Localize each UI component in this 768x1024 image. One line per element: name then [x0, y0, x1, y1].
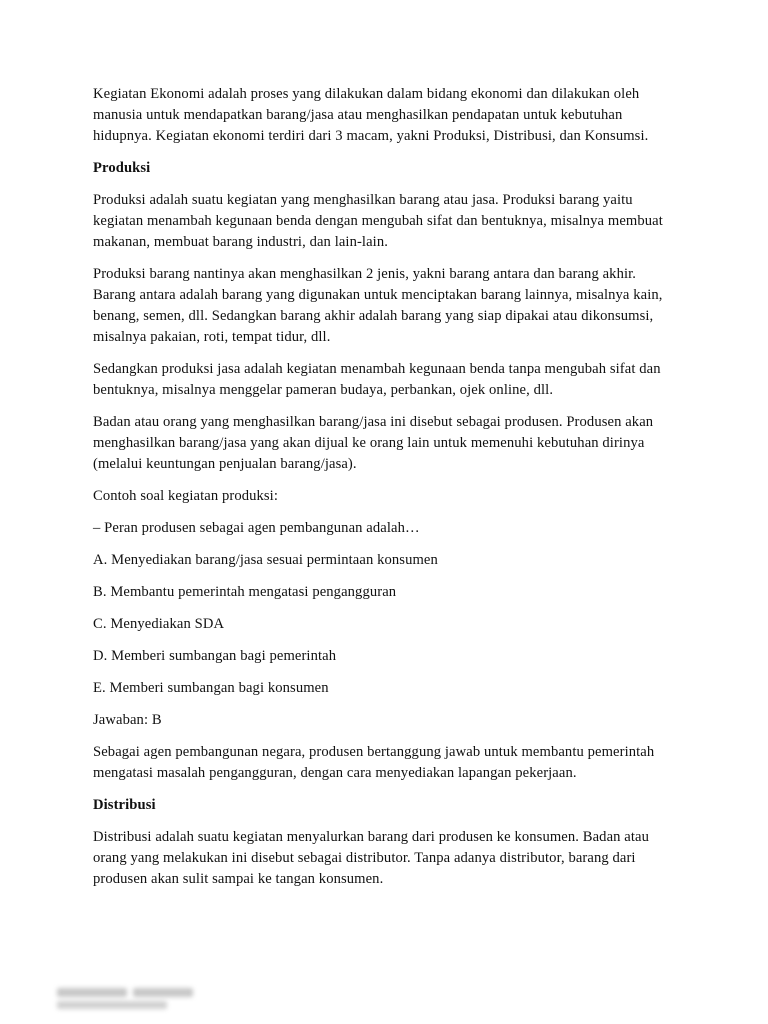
blurred-watermark	[57, 986, 212, 1012]
answer-option-e: E. Memberi sumbangan bagi konsumen	[93, 680, 329, 696]
section-heading-distribusi: Distribusi	[93, 797, 156, 813]
answer-option-d: D. Memberi sumbangan bagi pemerintah	[93, 648, 337, 664]
watermark-smudge	[133, 988, 193, 997]
answer-option-b: B. Membantu pemerintah mengatasi pengangguran	[93, 584, 397, 600]
watermark-smudge	[57, 988, 127, 997]
paragraph: Sedangkan produksi jasa adalah kegiatan menambah kegunaan benda tanpa mengubah sifat dan bentuknya, misalnya menggelar pameran budaya, perbankan, ojek online, dll.	[93, 361, 661, 398]
paragraph: Badan atau orang yang menghasilkan barang/jasa ini disebut sebagai produsen. Produsen akan menghasilkan barang/jasa yang akan dijual ke orang lain untuk memenuhi kebutuhan dirinya (melalui keuntungan penjualan barang/jasa).	[93, 414, 654, 472]
paragraph-question: – Peran produsen sebagai agen pembangunan adalah…	[93, 520, 420, 536]
answer-option-a: A. Menyediakan barang/jasa sesuai permintaan konsumen	[93, 552, 438, 568]
answer-key: Jawaban: B	[93, 712, 162, 728]
paragraph-intro: Kegiatan Ekonomi adalah proses yang dilakukan dalam bidang ekonomi dan dilakukan oleh manusia untuk mendapatkan barang/jasa atau menghasilkan pendapatan untuk kebutuhan hidupnya. Kegiatan ekonomi terdiri dari 3 macam, yakni Produksi, Distribusi, dan Konsumsi.	[93, 86, 649, 144]
paragraph-example-intro: Contoh soal kegiatan produksi:	[93, 488, 278, 504]
paragraph: Produksi adalah suatu kegiatan yang menghasilkan barang atau jasa. Produksi barang yaitu kegiatan menambah kegunaan benda dengan mengubah sifat dan bentuknya, misalnya membuat makanan, membuat barang industri, dan lain-lain.	[93, 192, 663, 250]
watermark-smudge	[57, 1001, 167, 1009]
paragraph: Produksi barang nantinya akan menghasilkan 2 jenis, yakni barang antara dan barang akhir. Barang antara adalah barang yang digunakan untuk menciptakan barang lainnya, misalnya kain, benang, semen, dll. Sedangkan barang akhir adalah barang yang siap dipakai atau dikonsumsi, misalnya pakaian, roti, tempat tidur, dll.	[93, 266, 663, 345]
paragraph: Distribusi adalah suatu kegiatan menyalurkan barang dari produsen ke konsumen. Badan atau orang yang melakukan ini disebut sebagai distributor. Tanpa adanya distributor, barang dari produsen akan sulit sampai ke tangan konsumen.	[93, 829, 650, 887]
answer-option-c: C. Menyediakan SDA	[93, 616, 225, 632]
paragraph-explanation: Sebagai agen pembangunan negara, produsen bertanggung jawab untuk membantu pemerintah mengatasi masalah pengangguran, dengan cara menyediakan lapangan pekerjaan.	[93, 744, 655, 781]
document-body	[93, 84, 676, 901]
section-heading-produksi: Produksi	[93, 160, 151, 176]
